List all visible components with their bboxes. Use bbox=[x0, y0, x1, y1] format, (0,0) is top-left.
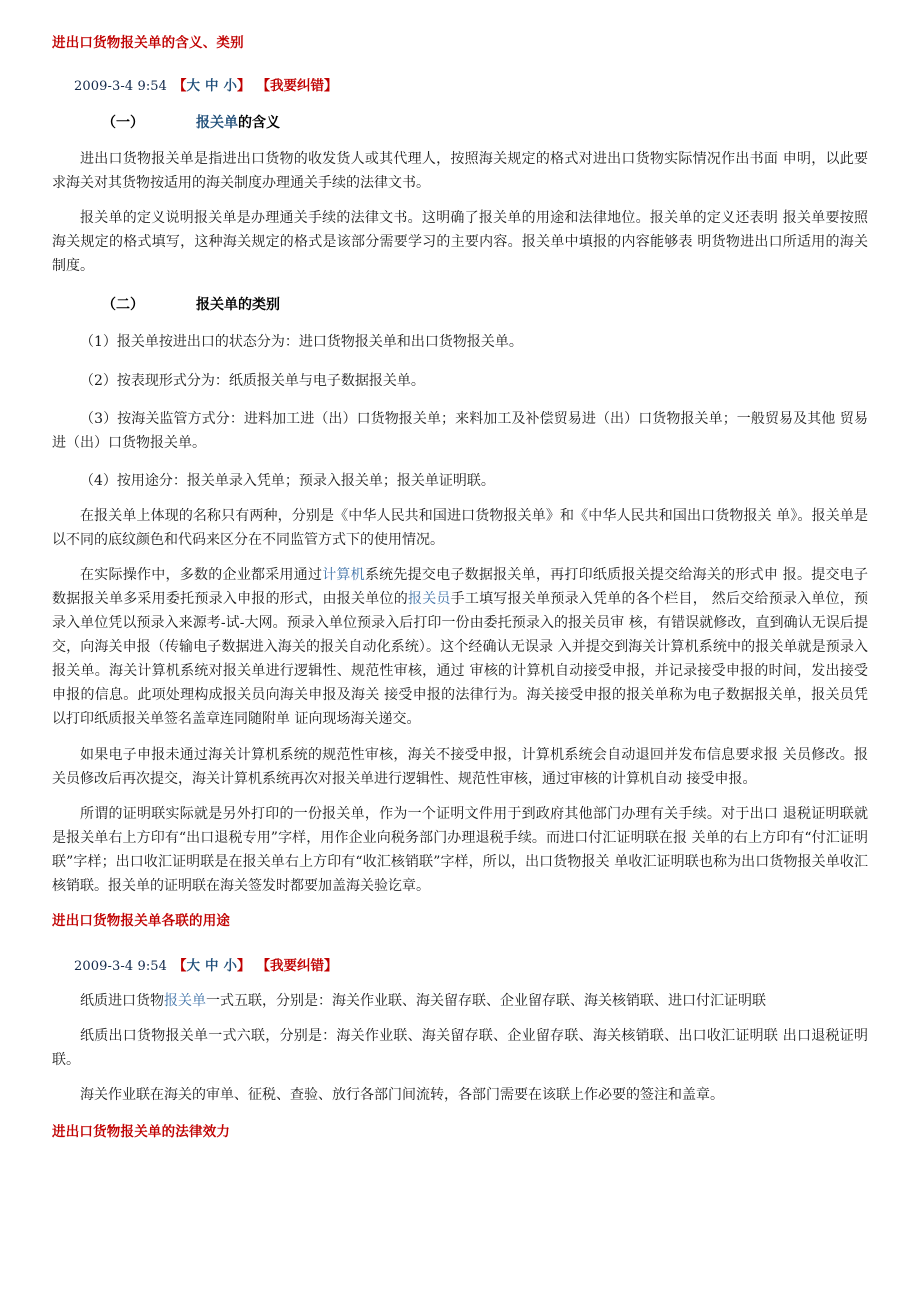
paragraph-rejection: 如果电子申报未通过海关计算机系统的规范性审核，海关不接受申报，计算机系统会自动退回并发布信息要求报 关员修改。报关员修改后再次提交，海关计算机系统再次对报关单进行逻辑性、规范性审核，通过审核的计算机自动 接受申报。 bbox=[52, 746, 868, 787]
paragraph-definition-1: 进出口货物报关单是指进出口货物的收发货人或其代理人，按照海关规定的格式对进出口货物实际情况作出书面 申明，以此要求海关对其货物按适用的海关制度办理通关手续的法律文书。 bbox=[52, 151, 868, 192]
bracket-close-icon: 】 bbox=[237, 957, 251, 974]
font-size-small-link[interactable]: 小 bbox=[223, 77, 238, 94]
font-size-large-link[interactable]: 大 bbox=[186, 957, 201, 974]
font-size-medium-link[interactable]: 中 bbox=[205, 957, 219, 974]
publish-date: 2009-3-4 9:54 bbox=[74, 78, 168, 94]
subheading-one-rest: 的含义 bbox=[238, 115, 280, 132]
paragraph-customs-operation-copy: 海关作业联在海关的审单、征税、查验、放行各部门间流转，各部门需要在该联上作必要的签注和盖章。 bbox=[80, 1087, 724, 1104]
section-heading-legal-effect: 进出口货物报关单的法律效力 bbox=[52, 1124, 231, 1141]
paragraph-import-copies bbox=[52, 989, 868, 1013]
import-segment-2: 一式五联，分别是：海关作业联、海关留存联、企业留存联、海关核销联、进口付汇证明联 bbox=[206, 993, 766, 1010]
subheading-one-number: （一） bbox=[102, 115, 144, 132]
paragraph-certificate-copies: 所谓的证明联实际就是另外打印的一份报关单，作为一个证明文件用于到政府其他部门办理有关手续。对于出口 退税证明联就是报关单右上方印有“出口退税专用”字样，用作企业向税务部门办理退税手续。而进口付汇证明联在报 关单的右上方印有“付汇证明联”字样；出口收汇证明联是在报关单右上方印有“收汇核销联”字样，所以，出口货物报关 单收汇证明联也称为出口货物报关单收汇核销联。报关单的证明联在海关签发时都要加盖海关验讫章。 bbox=[52, 805, 868, 894]
publish-date: 2009-3-4 9:54 bbox=[74, 958, 168, 974]
report-error-link[interactable]: 【我要纠错】 bbox=[256, 957, 338, 974]
import-segment-1: 纸质进口货物 bbox=[80, 993, 164, 1010]
section-heading-meaning-and-categories: 进出口货物报关单的含义、类别 bbox=[52, 35, 244, 51]
category-list-item: （1）报关单按进出口的状态分为：进口货物报关单和出口货物报关单。 bbox=[80, 334, 523, 351]
article-meta-line-1 bbox=[74, 77, 868, 96]
subheading-two bbox=[52, 295, 868, 316]
font-size-small-link[interactable]: 小 bbox=[223, 957, 238, 974]
subheading-one bbox=[52, 113, 868, 134]
paragraph-definition-2: 报关单的定义说明报关单是办理通关手续的法律文书。这明确了报关单的用途和法律地位。报关单的定义还表明 报关单要按照海关规定的格式填写，这种海关规定的格式是该部分需要学习的主要内容。报关单中填报的内容能够表 明货物进出口所适用的海关制度。 bbox=[52, 210, 868, 275]
bracket-open-icon: 【 bbox=[173, 77, 187, 94]
section-heading-uses-of-copies: 进出口货物报关单各联的用途 bbox=[52, 913, 231, 930]
computer-link[interactable]: 计算机 bbox=[322, 567, 365, 584]
category-list-item: （2）按表现形式分为：纸质报关单与电子数据报关单。 bbox=[80, 372, 425, 389]
subheading-two-text: 报关单的类别 bbox=[196, 297, 280, 314]
category-list-item: （4）按用途分：报关单录入凭单；预录入报关单；报关单证明联。 bbox=[80, 472, 495, 489]
bracket-close-icon: 】 bbox=[237, 77, 251, 94]
bracket-open-icon: 【 bbox=[173, 957, 187, 974]
subheading-one-link[interactable]: 报关单 bbox=[196, 115, 238, 132]
subheading-two-number: （二） bbox=[102, 297, 144, 314]
paragraph-official-names: 在报关单上体现的名称只有两种，分别是《中华人民共和国进口货物报关单》和《中华人民共和国出口货物报关 单》。报关单是以不同的底纹颜色和代码来区分在不同监管方式下的使用情况。 bbox=[52, 507, 868, 548]
article-meta-line-2 bbox=[74, 957, 868, 976]
font-size-medium-link[interactable]: 中 bbox=[205, 77, 219, 94]
category-list-item: （3）按海关监管方式分：进料加工进（出）口货物报关单；来料加工及补偿贸易进（出）口货物报关单；一般贸易及其他 贸易进（出）口货物报关单。 bbox=[52, 410, 868, 451]
font-size-large-link[interactable]: 大 bbox=[186, 77, 201, 94]
paragraph-practice bbox=[52, 563, 868, 732]
report-error-link[interactable]: 【我要纠错】 bbox=[256, 77, 338, 94]
declaration-form-link[interactable]: 报关单 bbox=[164, 993, 206, 1010]
practice-segment-3: 手工填写报关单预录入凭单的各个栏目， 然后交给预录入单位，预录入单位凭以预录入来源考-试-大网。预录入单位预录入后打印一份由委托预录入的报关员审 核，有错误就修改，直到确认无误后提交，向海关申报（传输电子数据进入海关的报关自动化系统）。这个经确认无误录 入并提交到海关计算机系统中的报关单就是预录入报关单。海关计算机系统对报关单进行逻辑性、规范性审核，通过 审核的计算机自动接受申报，并记录接受申报的时间，发出接受申报的信息。此项处理构成报关员向海关申报及海关 接受申报的法律行为。海关接受申报的报关单称为电子数据报关单，报关员凭以打印纸质报关单签名盖章连同随附单 证向现场海关递交。 bbox=[52, 591, 869, 728]
customs-declarant-link[interactable]: 报关员 bbox=[407, 591, 451, 608]
paragraph-export-copies: 纸质出口货物报关单一式六联，分别是：海关作业联、海关留存联、企业留存联、海关核销联、出口收汇证明联 出口退税证明联。 bbox=[52, 1028, 868, 1069]
practice-segment-1: 在实际操作中，多数的企业都采用通过 bbox=[80, 567, 323, 584]
practice-segment-2: 系统先提交电子数据报关单，再打印纸质报关提交给海关的形式申 报。提交电子数据报关单多采用委托预录入申报的形式，由报关单位的 bbox=[52, 567, 869, 608]
